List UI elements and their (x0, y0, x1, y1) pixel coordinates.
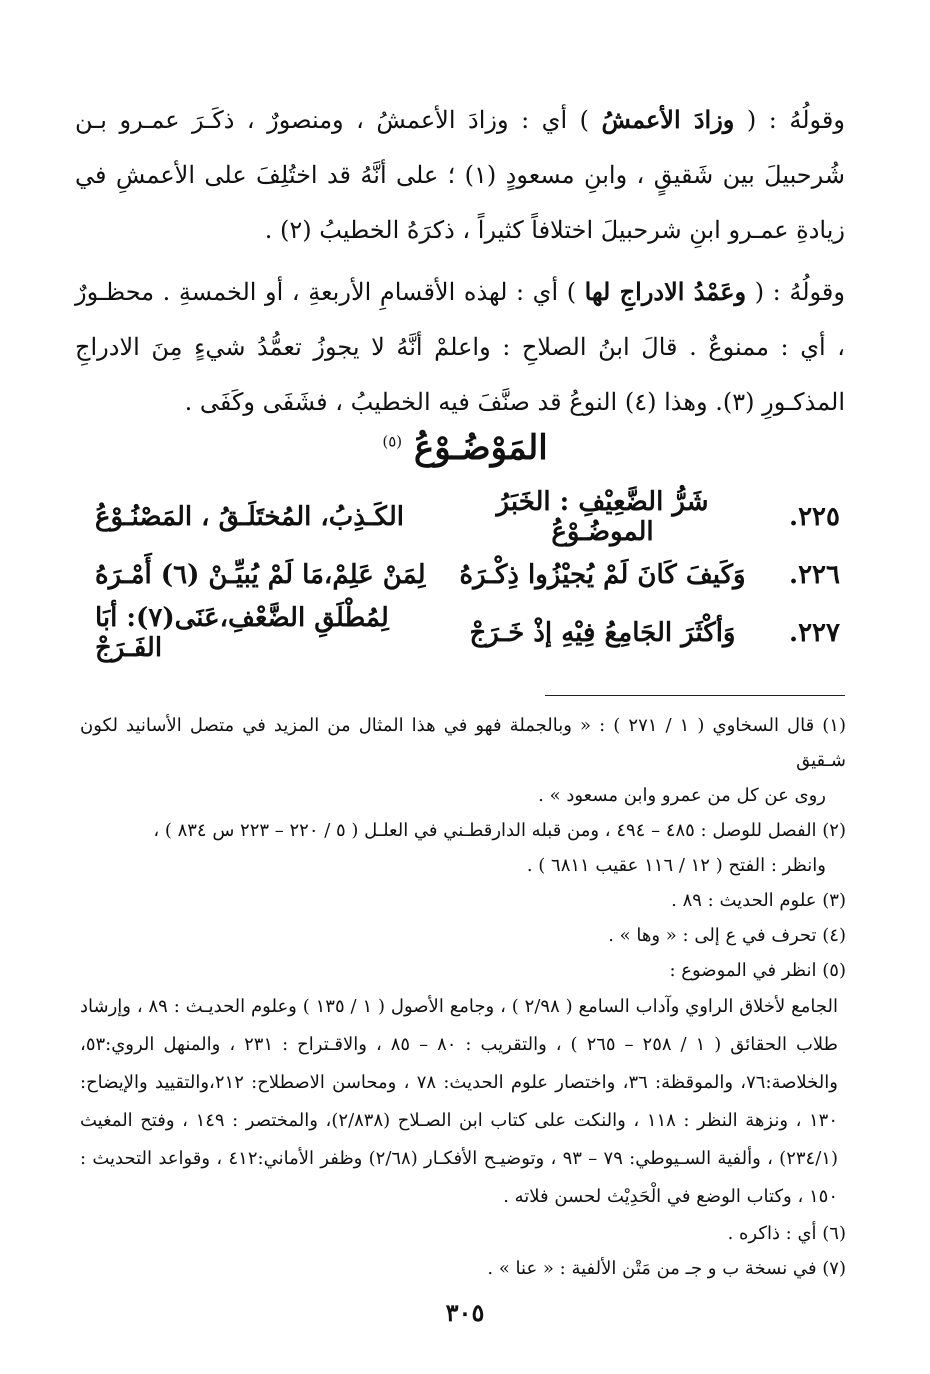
footnote-1-continuation: روى عن كل من عمرو وابن مسعود » . (538, 785, 826, 806)
verse-second-hemistich: لِمُطْلَقِ الضَّعْفِ،عَنَى(٧): أبَا الفَـرَجْ (95, 603, 389, 663)
verse-second-hemistich: الكَـذِبُ، المُختَلَـقُ ، المَصْنُـوْعُ (95, 502, 405, 532)
footnote-3: (٣) علوم الحديث : ٨٩ . (671, 890, 846, 911)
footnote-1: (١) قال السخاوي ( ١ / ٢٧١ ) : « وبالجملة فهو في هذا المثال من المزيد في متصل الأسانيد لكون شـقيق (80, 715, 846, 771)
verse-first-hemistich: وَكَيفَ كَانَ لَمْ يُجيْزُوا ذِكْـرَهُ (459, 560, 746, 590)
quoted-phrase-1: وزادَ الأعمشُ (601, 105, 735, 134)
verse-line (95, 546, 840, 604)
verse-line (95, 604, 840, 662)
verse-first-hemistich: وَأكْثَرَ الجَامِعُ فِيْهِ إذْ خَـرَجْ (469, 618, 736, 648)
quoted-phrase-2: وعَمْدُ الادراجِ لها (584, 277, 747, 306)
footnote-5-references: الجامع لأخلاق الراوي وآداب السامع ( ٢/٩٨ ) ، وجامع الأصول ( ١ / ١٣٥ ) وعلوم الحديـث : ٨٩ ، وإرشاد طلاب الحقائق ( ١ / ٢٥٨ – ٢٦٥ ) ، والتقريب : ٨٠ – ٨٥ ، والاقـتراح : ٢٣١ ، والمنهل الروي:٥٣، والخلاصة:٧٦، والموقظة: ٣٦، واختصار علوم الحديث: ٧٨ ، ومحاسن الاصطلاح: ٢١٢،والتقييد والإيضاح: ١٣٠ ، ونزهة النظر : ١١٨ ، والنكت على كتاب ابن الصـلاح (٢/٨٣٨)، والمختصر : ١٤٩ ، وفتح المغيث (٢٣٤/١) ، وألفية السـيوطي: ٧٩ – ٩٣ ، وتوضيـح الأفكـار (٢/٦٨) وظفر الأماني:٤١٢ ، وقواعد التحديث : ١٥٠ ، وكتاب الوضع في الْحَدِيْث لحسن فلاته . (80, 996, 839, 1207)
verse-second-hemistich: لِمَنْ عَلِمْ،مَا لَمْ يُبيِّـنْ (٦) أَمْـرَهُ (95, 560, 426, 590)
footnote-7: (٧) في نسخة ب و جـ من مَتْن الألفية : « عنا » . (487, 1258, 846, 1279)
footnote-5: (٥) انظر في الموضوع : (669, 960, 846, 981)
verse-number: ٢٢٦. (789, 560, 840, 590)
footnote-separator (545, 695, 845, 696)
footnote-6: (٦) أي : ذاكره . (727, 1223, 846, 1244)
paragraph-2-lead: وقولُهُ : ( (754, 278, 845, 306)
verse-number: ٢٢٧. (789, 618, 840, 648)
page-number: ٣٠٥ (445, 1298, 485, 1327)
section-title (0, 428, 930, 468)
verse-line (95, 488, 840, 546)
paragraph-1 (75, 92, 845, 258)
footnote-4: (٤) تحرف في ع إلى : « وها » . (608, 925, 846, 946)
footnotes (80, 708, 846, 1286)
paragraph-1-lead: وقولُهُ : ( (746, 106, 845, 134)
paragraph-1-text: ) أي : وزادَ الأعمشُ ، ومنصورٌ ، ذكَـرَ عمـرو بـن شُرحبيلَ بين شَقيقٍ ، وابنِ مسعودٍ (١) ؛ على أنَّهُ قد اختُلِفَ على الأعمشِ في زيادةِ عمـرو ابنِ شرحبيلَ اختلافاً كثيراً ، ذكرَهُ الخطيبُ (٢) . (75, 106, 845, 244)
footnote-2: (٢) الفصل للوصل : ٤٨٥ – ٤٩٤ ، ومن قبله الدارقطـني في العلـل ( ٥ / ٢٢٠ – ٢٢٣ س ٨٣٤ ) ، (153, 820, 846, 841)
main-text (75, 92, 845, 436)
verse-first-hemistich: شَرُّ الضَّعِيْفِ : الخَبَرُ الموضُـوْعُ (496, 487, 709, 547)
section-title-note: (٥) (382, 432, 403, 451)
paragraph-2-text: ) أي : لهذه الأقسامِ الأربعةِ ، أو الخمسةِ . محظـورٌ ، أي : ممنوعٌ . قالَ ابنُ الصلاحِ : واعلمْ أنَّهُ لا يجوزُ تعمُّدُ شيءٍ مِنَ الادراجِ المذكـورِ (٣). وهذا (٤) النوعُ قد صنَّفَ فيه الخطيبُ ، فشَفَى وكَفَى . (75, 278, 845, 416)
section-title-text: المَوْضُـوْعُ (413, 428, 548, 468)
verse-list (95, 488, 840, 662)
verse-number: ٢٢٥. (789, 502, 840, 532)
paragraph-2 (75, 264, 845, 430)
footnote-2-continuation: وانظر : الفتح ( ١٢ / ١١٦ عقيب ٦٨١١ ) . (526, 855, 826, 876)
